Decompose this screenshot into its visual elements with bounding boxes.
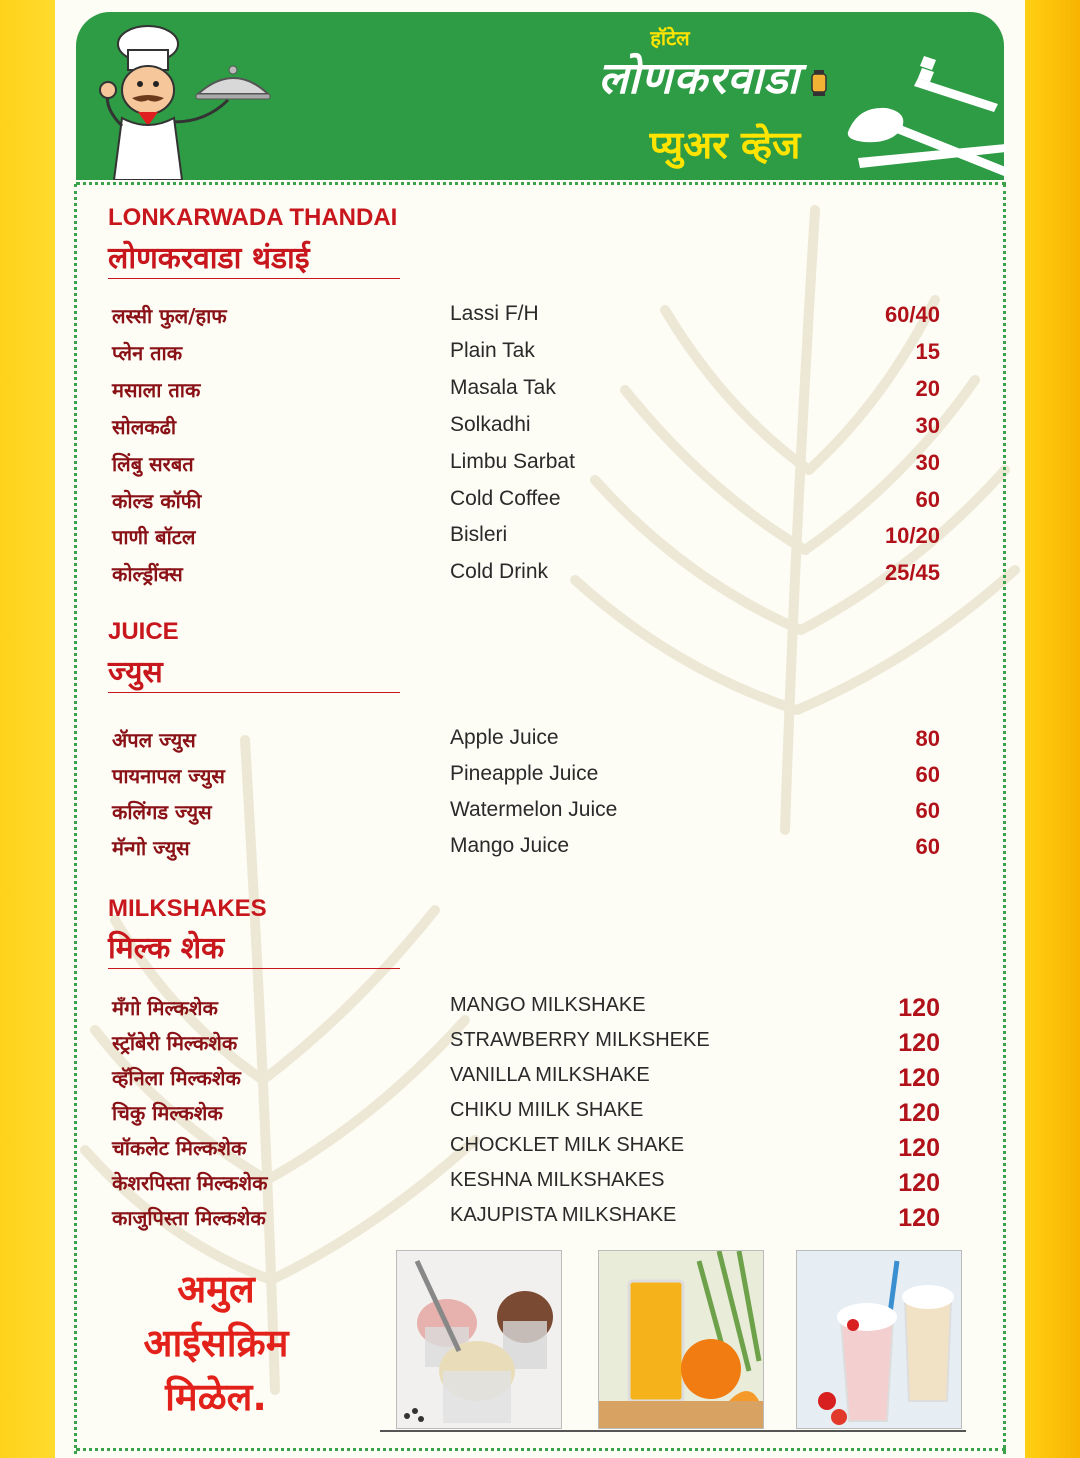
item-name-en: Masala Tak [450,376,556,399]
menu-item [0,726,1080,760]
item-price: 120 [898,1064,940,1092]
item-name-mr: काजुपिस्ता मिल्कशेक [112,1206,266,1230]
brand-prefix: हॉटेल [650,26,690,50]
menu-item [0,487,1080,521]
item-name-en: Bisleri [450,523,508,546]
chef-mascot-icon [96,22,276,180]
item-price: 30 [915,450,940,475]
section-title-en: LONKARWADA THANDAI [108,204,398,231]
section-title-mr: लोणकरवाडा थंडाई [108,241,310,276]
item-price: 30 [915,413,940,438]
menu-item [0,1169,1080,1203]
item-price: 60 [915,762,940,787]
menu-item [0,523,1080,557]
section-title-mr: मिल्क शेक [108,931,225,966]
item-name-mr: ॲपल ज्युस [112,728,196,752]
item-name-en: CHOCKLET MILK SHAKE [450,1134,685,1156]
item-name-en: Cold Coffee [450,487,561,510]
menu-item [0,1064,1080,1098]
item-name-mr: मसाला ताक [112,378,201,402]
item-name-mr: केशरपिस्ता मिल्कशेक [112,1171,268,1195]
menu-item [0,339,1080,373]
item-name-mr: कलिंगड ज्युस [112,800,212,824]
item-name-en: Limbu Sarbat [450,450,575,473]
item-name-mr: मॅंगो मिल्कशेक [112,996,218,1020]
lantern-icon [810,68,828,98]
item-name-mr: सोलकढी [112,415,177,439]
menu-item [0,1204,1080,1238]
item-price: 120 [898,1169,940,1197]
item-name-en: Solkadhi [450,413,531,436]
section-title-mr: ज्युस [108,655,163,690]
item-name-en: VANILLA MILKSHAKE [450,1064,650,1086]
item-name-en: KAJUPISTA MILKSHAKE [450,1204,677,1226]
milkshake-photo [796,1250,962,1429]
menu-item [0,834,1080,868]
promo-line-1: अमुल [177,1267,255,1311]
section-divider [108,968,400,969]
item-name-mr: स्ट्रॉबेरी मिल्कशेक [112,1031,238,1055]
item-price: 60/40 [884,302,940,327]
item-name-mr: पाणी बॉटल [112,525,196,549]
item-name-mr: लिंबु सरबत [112,452,194,476]
divider [76,1448,1006,1451]
item-name-mr: व्हॅनिला मिल्कशेक [112,1066,241,1090]
section-divider [108,692,400,693]
item-name-mr: चिकु मिल्कशेक [112,1101,223,1125]
item-name-mr: चॉकलेट मिल्कशेक [112,1136,247,1160]
item-price: 60 [915,798,940,823]
menu-item [0,762,1080,796]
item-price: 120 [898,1204,940,1232]
item-name-en: Watermelon Juice [450,798,618,821]
item-name-mr: कोल्ड्रींक्स [112,562,183,586]
item-name-en: Pineapple Juice [450,762,599,785]
divider [76,182,1006,185]
promo-line-2: आईसक्रिम [143,1321,289,1365]
item-name-en: KESHNA MILKSHAKES [450,1169,665,1191]
item-price: 120 [898,994,940,1022]
brand-name: लोणकरवाडा [598,53,800,104]
item-price: 20 [915,376,940,401]
item-name-mr: कोल्ड कॉफी [112,489,202,513]
juice-photo [598,1250,764,1429]
menu-item [0,1134,1080,1168]
item-name-en: Mango Juice [450,834,570,857]
section-divider [108,278,400,279]
item-price: 60 [915,487,940,512]
menu-item [0,1029,1080,1063]
item-price: 60 [915,834,940,859]
ice-cream-photo [396,1250,562,1429]
item-price: 10/20 [884,523,940,548]
menu-item [0,376,1080,410]
item-price: 120 [898,1099,940,1127]
section-title-en: MILKSHAKES [108,895,267,922]
item-name-mr: पायनापल ज्युस [112,764,225,788]
menu-item [0,302,1080,336]
menu-item [0,798,1080,832]
item-name-mr: मॅन्गो ज्युस [112,836,190,860]
item-price: 120 [898,1134,940,1162]
menu-item [0,450,1080,484]
menu-item [0,994,1080,1028]
item-price: 15 [915,339,940,364]
promo-line-3: मिळेल. [165,1375,267,1419]
brand-tagline: प्युअर व्हेज [649,123,801,167]
item-name-en: CHIKU MIILK SHAKE [450,1099,644,1121]
item-name-en: Plain Tak [450,339,535,362]
divider [380,1430,966,1432]
item-name-en: Lassi F/H [450,302,539,325]
menu-item [0,560,1080,594]
item-name-en: Apple Juice [450,726,559,749]
item-name-en: MANGO MILKSHAKE [450,994,646,1016]
item-name-mr: लस्सी फुल/हाफ [112,304,227,328]
item-price: 120 [898,1029,940,1057]
item-name-mr: प्लेन ताक [112,341,183,365]
item-price: 25/45 [884,560,940,585]
item-name-en: Cold Drink [450,560,549,583]
menu-item [0,1099,1080,1133]
item-price: 80 [915,726,940,751]
section-title-en: JUICE [108,618,179,645]
menu-item [0,413,1080,447]
cutlery-icon [838,48,1008,180]
item-name-en: STRAWBERRY MILKSHEKE [450,1029,710,1051]
